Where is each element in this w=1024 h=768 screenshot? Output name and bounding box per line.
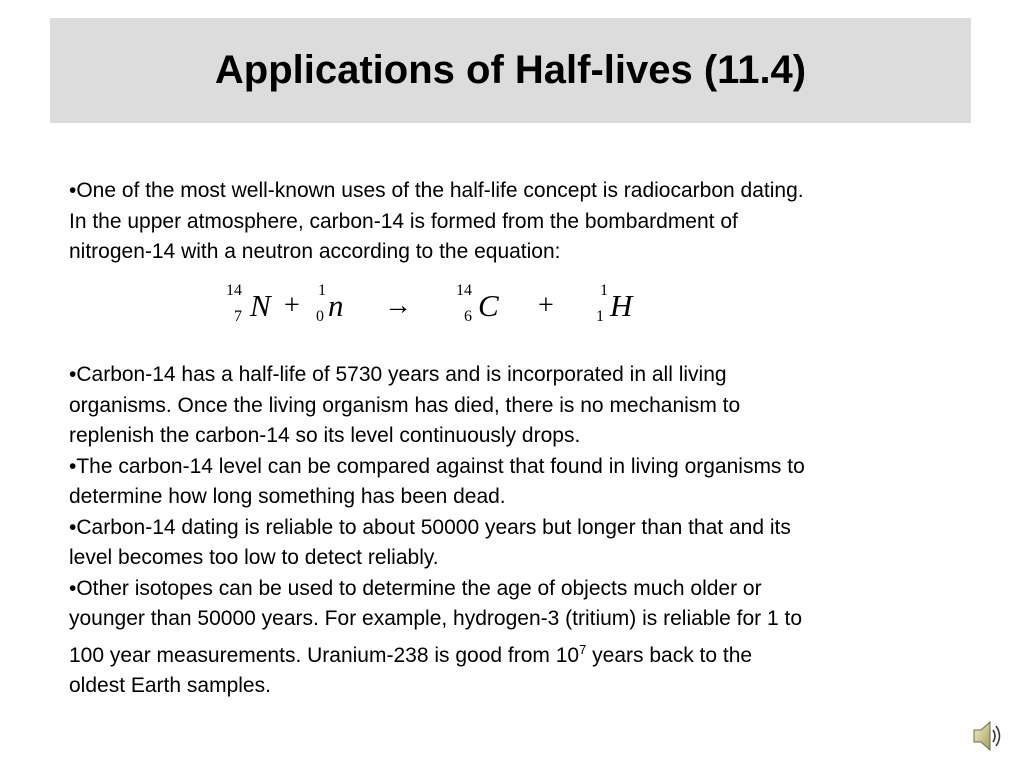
plus-sign: + [538, 290, 554, 321]
intro-paragraph [69, 176, 979, 268]
text-line [69, 635, 979, 672]
text-line: organisms. Once the living organism has died, there is no mechanism to [69, 393, 741, 417]
text-line: determine how long something has been dead. [69, 485, 506, 508]
mass-number: 14 [226, 282, 242, 299]
speaker-icon-graphic [972, 716, 1004, 756]
exponent: 7 [579, 641, 587, 657]
atomic-number: 7 [234, 308, 242, 325]
element-symbol: N [250, 288, 271, 323]
text-line: replenish the carbon-14 so its level continuously drops. [69, 424, 581, 447]
text-line: •Carbon-14 dating is reliable to about 50000 years but longer than that and its [69, 515, 791, 539]
text-line: •Other isotopes can be used to determine the age of objects much older or [69, 576, 762, 600]
text-line: younger than 50000 years. For example, hydrogen-3 (tritium) is reliable for 1 to [69, 607, 803, 630]
slide-title: Applications of Half-lives (11.4) [214, 48, 807, 92]
text-line: oldest Earth samples. [69, 674, 271, 697]
text-line: •One of the most well-known uses of the half-life concept is radiocarbon dating. [69, 179, 804, 202]
plus-sign: + [284, 290, 300, 321]
mass-number: 14 [456, 282, 472, 299]
text-line: level becomes too low to detect reliably. [69, 546, 439, 569]
atomic-number: 6 [464, 308, 472, 325]
mass-number: 1 [318, 282, 326, 299]
atomic-number: 0 [316, 308, 324, 325]
mass-number: 1 [600, 282, 608, 299]
text-line: In the upper atmosphere, carbon-14 is formed from the bombardment of [69, 209, 738, 233]
speaker-icon[interactable] [972, 716, 1004, 756]
title-bar [50, 18, 971, 123]
bullet-list [69, 360, 979, 702]
atomic-number: 1 [596, 308, 604, 325]
text-line: •The carbon-14 level can be compared against that found in living organisms to [69, 454, 805, 478]
text-segment: years back to the [586, 643, 753, 667]
text-line: nitrogen-14 with a neutron according to the equation: [69, 240, 561, 263]
text-line: •Carbon-14 has a half-life of 5730 years and is incorporated in all living [69, 363, 727, 386]
element-symbol: H [610, 288, 633, 323]
element-symbol: n [328, 288, 344, 323]
reaction-arrow: → [384, 290, 412, 321]
text-segment: 100 year measurements. Uranium-238 is good from 10 [69, 643, 580, 667]
nuclear-equation [226, 282, 666, 332]
element-symbol: C [478, 288, 499, 323]
